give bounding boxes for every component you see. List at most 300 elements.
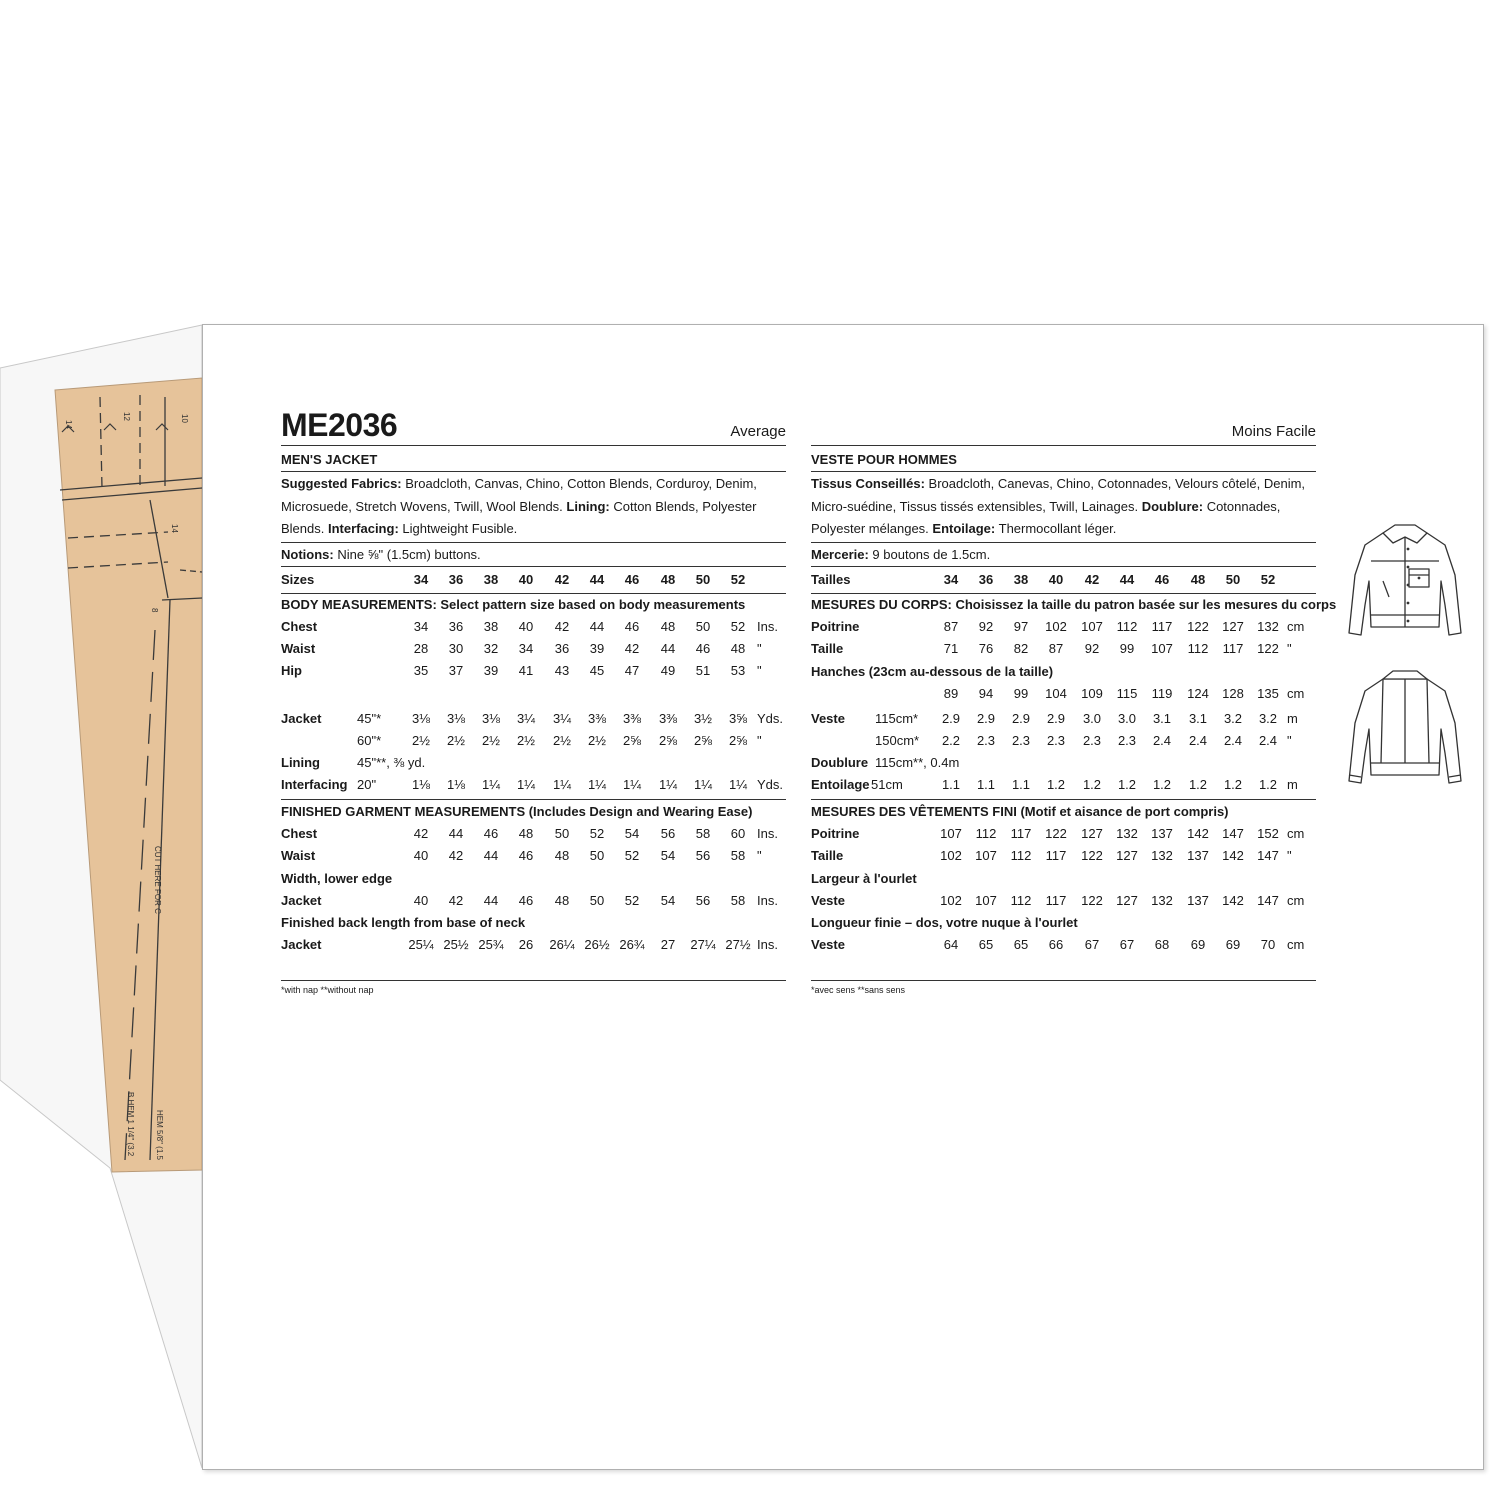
sizes-row bbox=[811, 569, 1316, 591]
size-value: 42 bbox=[413, 826, 429, 841]
size-value: 109 bbox=[1081, 686, 1103, 701]
unit: " bbox=[1287, 733, 1292, 748]
size-header: 48 bbox=[1190, 572, 1206, 587]
finished-measurements-header: MESURES DES VÊTEMENTS FINI (Motif et aisance de port compris) bbox=[811, 804, 1229, 819]
lining-label: Lining: bbox=[566, 498, 610, 514]
size-value: 122 bbox=[1045, 826, 1067, 841]
width-lower-edge-label: Width, lower edge bbox=[281, 871, 393, 886]
row-label: Veste bbox=[811, 711, 845, 726]
size-value: 36 bbox=[554, 641, 570, 656]
size-value: 48 bbox=[554, 893, 570, 908]
size-header: 50 bbox=[695, 572, 711, 587]
size-value: 107 bbox=[1151, 641, 1173, 656]
size-value: 99 bbox=[1013, 686, 1029, 701]
size-value: 52 bbox=[589, 826, 605, 841]
size-value: 122 bbox=[1081, 893, 1103, 908]
size-value: 128 bbox=[1222, 686, 1244, 701]
size-value: 3⅝ bbox=[728, 711, 748, 726]
size-value: 117 bbox=[1045, 848, 1067, 863]
size-value: 42 bbox=[554, 619, 570, 634]
size-value: 99 bbox=[1119, 641, 1135, 656]
divider bbox=[811, 445, 1316, 446]
size-value: 122 bbox=[1081, 848, 1103, 863]
size-value: 56 bbox=[660, 826, 676, 841]
size-value: 102 bbox=[940, 893, 962, 908]
size-value: 2.4 bbox=[1152, 733, 1172, 748]
row-label: Jacket bbox=[281, 893, 322, 908]
row-label: Lining bbox=[281, 755, 320, 770]
size-value: 65 bbox=[1013, 937, 1029, 952]
size-value: 1¼ bbox=[552, 777, 572, 792]
size-value: 3¼ bbox=[516, 711, 536, 726]
size-value: 56 bbox=[695, 893, 711, 908]
size-value: 48 bbox=[730, 641, 746, 656]
fabric-width: 60"* bbox=[357, 733, 382, 748]
row-label: Entoilage bbox=[811, 777, 870, 792]
size-value: 54 bbox=[624, 826, 640, 841]
divider bbox=[811, 799, 1316, 800]
row-label: Taille bbox=[811, 641, 844, 656]
size-value: 127 bbox=[1081, 826, 1103, 841]
row-label: Poitrine bbox=[811, 619, 860, 634]
size-value: 2⅝ bbox=[658, 733, 678, 748]
size-value: 2.2 bbox=[941, 733, 961, 748]
notions bbox=[811, 544, 990, 566]
size-value: 2.3 bbox=[1082, 733, 1102, 748]
size-value: 127 bbox=[1116, 848, 1138, 863]
size-value: 1¼ bbox=[516, 777, 536, 792]
tissue-number-10: 10 bbox=[180, 414, 189, 423]
size-value: 1.2 bbox=[1117, 777, 1137, 792]
unit: cm bbox=[1287, 619, 1305, 634]
size-value: 112 bbox=[1010, 848, 1032, 863]
size-value: 132 bbox=[1116, 826, 1138, 841]
yardage-row bbox=[811, 730, 1316, 752]
lining-label: Doublure: bbox=[1141, 498, 1204, 514]
size-value: 66 bbox=[1048, 937, 1064, 952]
size-value: 27 bbox=[660, 937, 676, 952]
size-value: 56 bbox=[695, 848, 711, 863]
size-value: 38 bbox=[483, 619, 499, 634]
size-value: 137 bbox=[1187, 848, 1209, 863]
difficulty-level: Average bbox=[730, 423, 786, 440]
size-value: 1.1 bbox=[976, 777, 996, 792]
size-value: 107 bbox=[975, 848, 997, 863]
row-label: Taille bbox=[811, 848, 844, 863]
size-value: 25¾ bbox=[478, 937, 504, 952]
lining-yardage-row bbox=[811, 752, 1316, 774]
size-value: 34 bbox=[413, 619, 429, 634]
tissue-cut-here: CUT HERE FOR C bbox=[153, 846, 162, 914]
row-label: Waist bbox=[281, 641, 316, 656]
body-measurement-row bbox=[281, 660, 786, 682]
interfacing-text: Thermocollant léger. bbox=[995, 521, 1117, 536]
back-length-label: Longueur finie – dos, votre nuque à l'ourlet bbox=[811, 915, 1078, 930]
size-value: 69 bbox=[1190, 937, 1206, 952]
size-header: 40 bbox=[518, 572, 534, 587]
row-label: Jacket bbox=[281, 711, 322, 726]
size-value: 3⅛ bbox=[446, 711, 466, 726]
size-value: 122 bbox=[1257, 641, 1279, 656]
size-value: 1.2 bbox=[1223, 777, 1243, 792]
size-value: 2½ bbox=[481, 733, 501, 748]
size-value: 60 bbox=[730, 826, 746, 841]
size-value: 26¼ bbox=[549, 937, 575, 952]
size-value: 2.4 bbox=[1188, 733, 1208, 748]
size-value: 135 bbox=[1257, 686, 1279, 701]
size-value: 2½ bbox=[587, 733, 607, 748]
tissue-number-14a: 14 bbox=[64, 420, 73, 429]
size-value: 2⅝ bbox=[622, 733, 642, 748]
size-value: 2⅝ bbox=[728, 733, 748, 748]
unit: " bbox=[757, 848, 762, 863]
size-value: 3.0 bbox=[1117, 711, 1137, 726]
notions-label: Mercerie: bbox=[811, 547, 869, 562]
size-value: 137 bbox=[1151, 826, 1173, 841]
size-value: 52 bbox=[624, 893, 640, 908]
size-value: 1¼ bbox=[693, 777, 713, 792]
size-value: 35 bbox=[413, 663, 429, 678]
unit: Yds. bbox=[757, 777, 784, 792]
back-length-row bbox=[281, 934, 786, 956]
width-lower-edge-label: Largeur à l'ourlet bbox=[811, 871, 917, 886]
yardage-row bbox=[281, 730, 786, 752]
pattern-code: ME2036 bbox=[281, 407, 398, 443]
size-header: 42 bbox=[1084, 572, 1100, 587]
unit: Ins. bbox=[757, 937, 778, 952]
size-value: 3⅜ bbox=[587, 711, 607, 726]
width-row bbox=[281, 890, 786, 912]
size-value: 50 bbox=[589, 893, 605, 908]
jacket-back-illustration bbox=[1343, 663, 1468, 793]
size-value: 76 bbox=[978, 641, 994, 656]
size-value: 1.2 bbox=[1152, 777, 1172, 792]
size-value: 112 bbox=[975, 826, 997, 841]
size-value: 112 bbox=[1116, 619, 1138, 634]
size-value: 2½ bbox=[552, 733, 572, 748]
size-value: 132 bbox=[1151, 893, 1173, 908]
size-value: 52 bbox=[624, 848, 640, 863]
unit: " bbox=[757, 663, 762, 678]
fabric-width: 20" bbox=[357, 777, 377, 792]
size-value: 44 bbox=[483, 848, 499, 863]
size-value: 46 bbox=[483, 826, 499, 841]
footnote: *with nap **without nap bbox=[281, 985, 374, 995]
divider bbox=[811, 471, 1316, 472]
size-value: 32 bbox=[483, 641, 499, 656]
size-value: 25¼ bbox=[408, 937, 434, 952]
size-value: 48 bbox=[554, 848, 570, 863]
hip-label: Hanches (23cm au-dessous de la taille) bbox=[811, 664, 1054, 679]
size-value: 124 bbox=[1187, 686, 1209, 701]
size-header: 40 bbox=[1048, 572, 1064, 587]
size-value: 42 bbox=[624, 641, 640, 656]
unit: Ins. bbox=[757, 893, 778, 908]
fabrics-text: Broadcloth, Canvas, Chino, Cotton Blends, Corduroy, Denim, Microsuede, Stretch Wovens, Twill, Wool Blends. bbox=[281, 476, 757, 514]
sizes-label: Tailles bbox=[811, 572, 851, 587]
size-value: 117 bbox=[1151, 619, 1173, 634]
unit: Ins. bbox=[757, 826, 778, 841]
row-label: Hip bbox=[281, 663, 302, 678]
size-value: 46 bbox=[518, 893, 534, 908]
divider bbox=[811, 980, 1316, 981]
row-label: Veste bbox=[811, 893, 845, 908]
size-value: 1⅛ bbox=[446, 777, 466, 792]
size-value: 117 bbox=[1222, 641, 1244, 656]
size-value: 67 bbox=[1084, 937, 1100, 952]
row-label: Doublure bbox=[811, 755, 869, 770]
size-value: 71 bbox=[943, 641, 959, 656]
yardage-row bbox=[281, 708, 786, 730]
size-value: 2½ bbox=[516, 733, 536, 748]
fabric-width: 150cm* bbox=[875, 733, 920, 748]
fabric-width: 51cm bbox=[871, 777, 903, 792]
size-value: 1¼ bbox=[622, 777, 642, 792]
size-value: 115 bbox=[1116, 686, 1138, 701]
size-value: 1.2 bbox=[1082, 777, 1102, 792]
size-value: 147 bbox=[1222, 826, 1244, 841]
lining-yardage-text: 115cm**, 0.4m bbox=[875, 755, 960, 770]
size-value: 42 bbox=[448, 848, 464, 863]
size-value: 68 bbox=[1154, 937, 1170, 952]
size-value: 119 bbox=[1151, 686, 1173, 701]
jacket-front-illustration bbox=[1343, 515, 1468, 645]
size-value: 2.3 bbox=[976, 733, 996, 748]
yardage-row bbox=[811, 708, 1316, 730]
tissue-hem-a: HEM 5/8" (1.5 bbox=[155, 1110, 164, 1160]
size-value: 50 bbox=[554, 826, 570, 841]
size-value: 87 bbox=[943, 619, 959, 634]
size-value: 142 bbox=[1222, 848, 1244, 863]
size-value: 26½ bbox=[584, 937, 610, 952]
tissue-hem-b: B HEM 1 1/4" (3.2 bbox=[126, 1092, 135, 1157]
lining-yardage-row bbox=[281, 752, 786, 774]
size-value: 46 bbox=[624, 619, 640, 634]
size-value: 2.9 bbox=[1046, 711, 1066, 726]
size-value: 127 bbox=[1116, 893, 1138, 908]
interfacing-label: Entoilage: bbox=[932, 521, 996, 536]
fabrics-label: Tissus Conseillés: bbox=[811, 476, 925, 491]
garment-title: MEN'S JACKET bbox=[281, 452, 378, 467]
size-value: 82 bbox=[1013, 641, 1029, 656]
divider bbox=[281, 980, 786, 981]
size-value: 132 bbox=[1257, 619, 1279, 634]
unit: cm bbox=[1287, 893, 1305, 908]
size-value: 48 bbox=[518, 826, 534, 841]
size-value: 67 bbox=[1119, 937, 1135, 952]
lining-text: Cotonnades, Polyester mélanges. bbox=[811, 498, 1281, 536]
unit: " bbox=[757, 641, 762, 656]
row-label: Veste bbox=[811, 937, 845, 952]
size-value: 87 bbox=[1048, 641, 1064, 656]
size-value: 2.3 bbox=[1011, 733, 1031, 748]
difficulty-level: Moins Facile bbox=[1231, 423, 1316, 440]
size-header: 36 bbox=[448, 572, 464, 587]
size-value: 3.1 bbox=[1188, 711, 1208, 726]
size-value: 46 bbox=[518, 848, 534, 863]
sizes-row bbox=[281, 569, 786, 591]
size-value: 147 bbox=[1257, 893, 1279, 908]
unit: " bbox=[757, 733, 762, 748]
body-measurements-header: MESURES DU CORPS: Choisissez la taille du patron basée sur les mesures du corps bbox=[811, 597, 1337, 612]
size-value: 3.2 bbox=[1258, 711, 1278, 726]
size-value: 45 bbox=[589, 663, 605, 678]
divider bbox=[281, 445, 786, 446]
size-value: 64 bbox=[943, 937, 959, 952]
size-value: 3⅛ bbox=[481, 711, 501, 726]
body-measurement-row bbox=[811, 638, 1316, 660]
size-value: 107 bbox=[975, 893, 997, 908]
notions-text: Nine ⅝" (1.5cm) buttons. bbox=[333, 547, 481, 562]
size-value: 142 bbox=[1187, 826, 1209, 841]
size-value: 51 bbox=[695, 663, 711, 678]
size-value: 1¼ bbox=[728, 777, 748, 792]
size-header: 46 bbox=[1154, 572, 1170, 587]
size-value: 1.1 bbox=[941, 777, 961, 792]
garment-title: VESTE POUR HOMMES bbox=[811, 452, 957, 467]
finished-measurement-row bbox=[811, 845, 1316, 867]
size-value: 3.0 bbox=[1082, 711, 1102, 726]
finished-measurement-row bbox=[281, 823, 786, 845]
size-value: 39 bbox=[589, 641, 605, 656]
fabrics-paragraph bbox=[281, 473, 786, 541]
unit: " bbox=[1287, 641, 1292, 656]
row-label: Poitrine bbox=[811, 826, 860, 841]
size-value: 26¾ bbox=[619, 937, 645, 952]
unit: cm bbox=[1287, 826, 1305, 841]
unit: cm bbox=[1287, 686, 1305, 701]
size-value: 27½ bbox=[725, 937, 751, 952]
row-label: Interfacing bbox=[281, 777, 348, 792]
size-value: 107 bbox=[940, 826, 962, 841]
tissue-number-8: 8 bbox=[150, 608, 159, 613]
size-value: 40 bbox=[413, 893, 429, 908]
divider bbox=[281, 799, 786, 800]
size-value: 89 bbox=[943, 686, 959, 701]
size-value: 65 bbox=[978, 937, 994, 952]
fabrics-paragraph bbox=[811, 473, 1316, 541]
size-header: 44 bbox=[1119, 572, 1135, 587]
size-value: 47 bbox=[624, 663, 640, 678]
size-header: 34 bbox=[413, 572, 429, 587]
size-header: 48 bbox=[660, 572, 676, 587]
size-value: 30 bbox=[448, 641, 464, 656]
size-value: 2½ bbox=[411, 733, 431, 748]
divider bbox=[281, 542, 786, 543]
size-value: 152 bbox=[1257, 826, 1279, 841]
back-length-label: Finished back length from base of neck bbox=[281, 915, 526, 930]
row-label: Chest bbox=[281, 826, 318, 841]
size-value: 122 bbox=[1187, 619, 1209, 634]
size-value: 54 bbox=[660, 848, 676, 863]
body-measurement-row bbox=[281, 616, 786, 638]
size-value: 97 bbox=[1013, 619, 1029, 634]
size-value: 2.9 bbox=[976, 711, 996, 726]
fabric-width: 45"* bbox=[357, 711, 382, 726]
size-value: 25½ bbox=[443, 937, 469, 952]
body-measurements-header: BODY MEASUREMENTS: Select pattern size based on body measurements bbox=[281, 597, 746, 612]
size-value: 2.9 bbox=[941, 711, 961, 726]
size-value: 102 bbox=[1045, 619, 1067, 634]
size-value: 28 bbox=[413, 641, 429, 656]
body-measurement-row bbox=[811, 616, 1316, 638]
unit: cm bbox=[1287, 937, 1305, 952]
size-value: 43 bbox=[554, 663, 570, 678]
size-header: 44 bbox=[589, 572, 605, 587]
interfacing-label: Interfacing: bbox=[327, 521, 399, 536]
size-value: 1⅛ bbox=[411, 777, 431, 792]
size-value: 1.2 bbox=[1188, 777, 1208, 792]
interfacing-yardage-row bbox=[281, 774, 786, 796]
size-value: 40 bbox=[518, 619, 534, 634]
size-value: 102 bbox=[940, 848, 962, 863]
unit: m bbox=[1287, 777, 1298, 792]
width-row bbox=[811, 890, 1316, 912]
size-value: 1¼ bbox=[658, 777, 678, 792]
size-header: 38 bbox=[1013, 572, 1029, 587]
divider bbox=[281, 566, 786, 567]
finished-measurement-row bbox=[281, 845, 786, 867]
size-value: 1¼ bbox=[481, 777, 501, 792]
divider bbox=[811, 542, 1316, 543]
size-value: 39 bbox=[483, 663, 499, 678]
interfacing-yardage-row bbox=[811, 774, 1316, 796]
size-value: 44 bbox=[660, 641, 676, 656]
fabrics-label: Suggested Fabrics: bbox=[281, 476, 402, 491]
size-header: 34 bbox=[943, 572, 959, 587]
size-value: 48 bbox=[660, 619, 676, 634]
size-value: 52 bbox=[730, 619, 746, 634]
size-value: 34 bbox=[518, 641, 534, 656]
size-value: 58 bbox=[730, 848, 746, 863]
size-value: 36 bbox=[448, 619, 464, 634]
size-value: 117 bbox=[1010, 826, 1032, 841]
size-value: 27¼ bbox=[690, 937, 716, 952]
size-value: 69 bbox=[1225, 937, 1241, 952]
size-value: 112 bbox=[1187, 641, 1209, 656]
finished-measurements-header: FINISHED GARMENT MEASUREMENTS (Includes Design and Wearing Ease) bbox=[281, 804, 753, 819]
size-value: 132 bbox=[1151, 848, 1173, 863]
size-value: 58 bbox=[695, 826, 711, 841]
size-value: 2⅝ bbox=[693, 733, 713, 748]
tissue-number-12: 12 bbox=[122, 412, 131, 421]
size-header: 46 bbox=[624, 572, 640, 587]
size-value: 1.2 bbox=[1046, 777, 1066, 792]
interfacing-text: Lightweight Fusible. bbox=[398, 521, 518, 536]
size-value: 104 bbox=[1045, 686, 1067, 701]
size-value: 137 bbox=[1187, 893, 1209, 908]
divider bbox=[811, 566, 1316, 567]
size-header: 38 bbox=[483, 572, 499, 587]
size-value: 70 bbox=[1260, 937, 1276, 952]
size-value: 2.4 bbox=[1223, 733, 1243, 748]
divider bbox=[281, 471, 786, 472]
size-header: 52 bbox=[1260, 572, 1276, 587]
fabrics-text: Broadcloth, Canevas, Chino, Cotonnades, Velours côtelé, Denim, Micro-suédine, Tissus tissés extensibles, Twill, Lainages. bbox=[811, 476, 1306, 514]
notions bbox=[281, 544, 481, 566]
size-value: 142 bbox=[1222, 893, 1244, 908]
tissue-number-14b: 14 bbox=[170, 524, 179, 533]
notions-label: Notions: bbox=[281, 547, 334, 562]
size-value: 92 bbox=[1084, 641, 1100, 656]
size-value: 127 bbox=[1222, 619, 1244, 634]
size-value: 41 bbox=[518, 663, 534, 678]
size-value: 1.1 bbox=[1011, 777, 1031, 792]
size-value: 46 bbox=[695, 641, 711, 656]
size-value: 53 bbox=[730, 663, 746, 678]
unit: Ins. bbox=[757, 619, 778, 634]
size-value: 58 bbox=[730, 893, 746, 908]
